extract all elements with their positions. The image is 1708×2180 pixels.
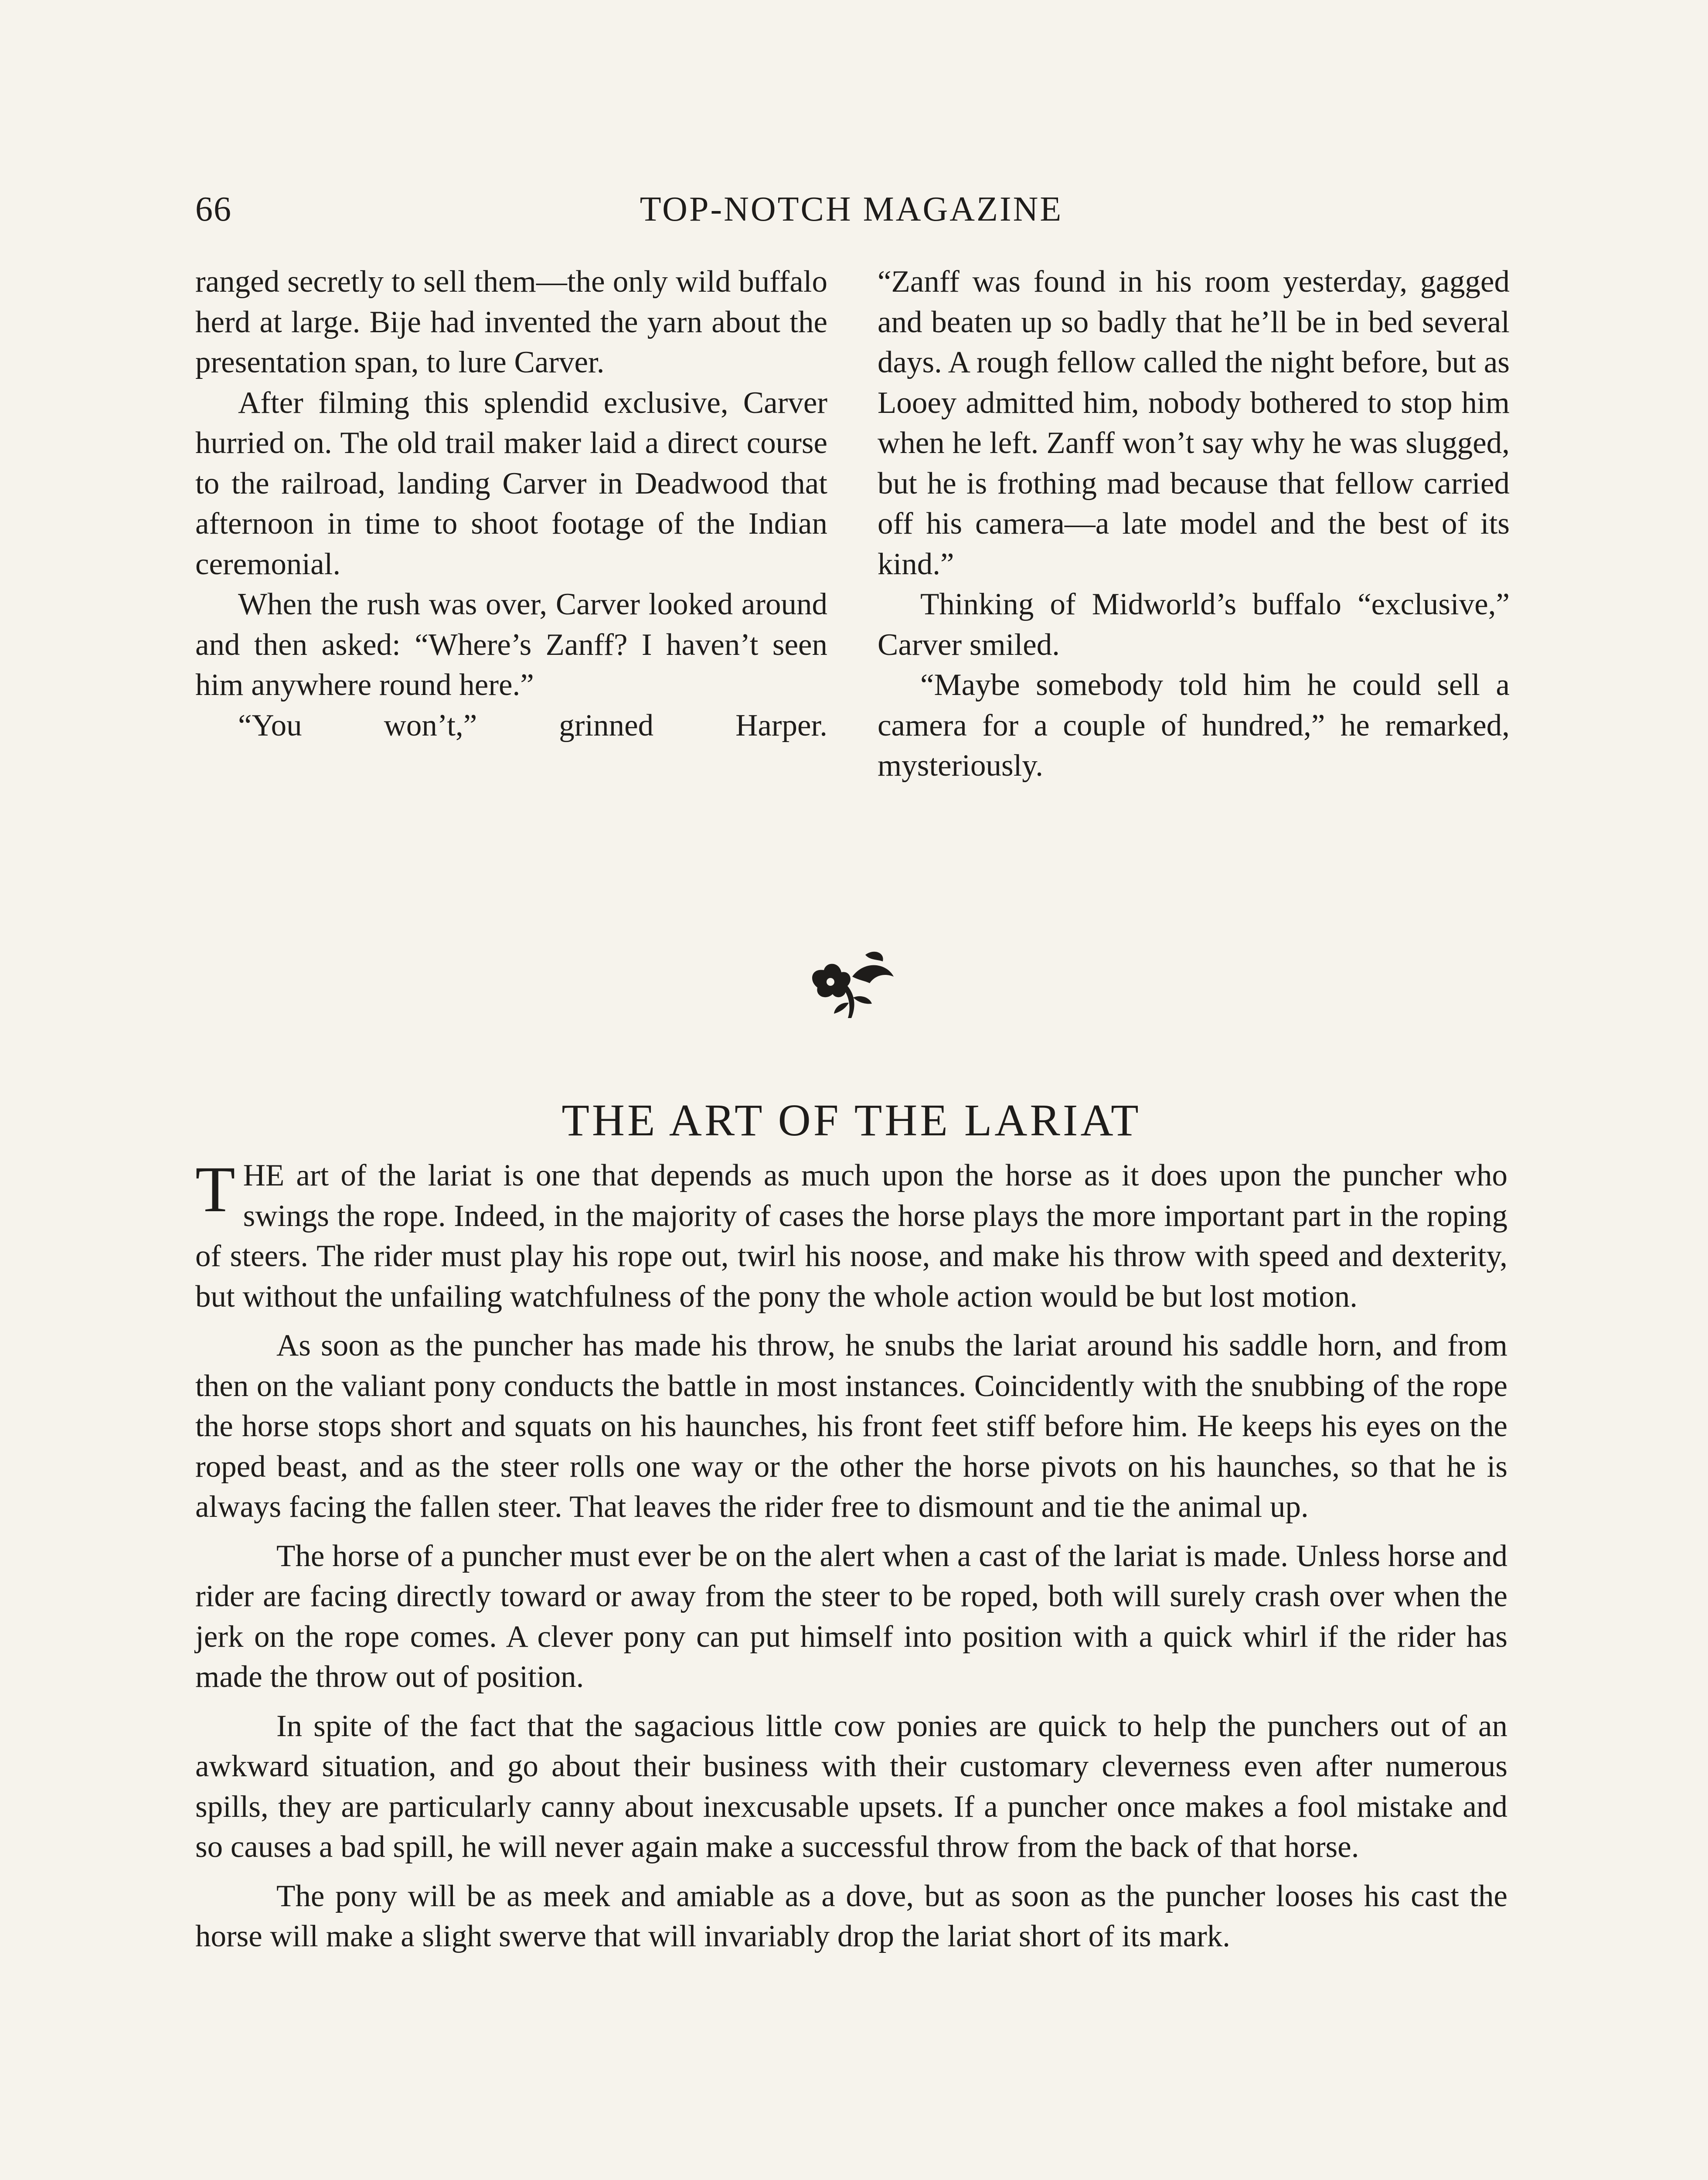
page-number: 66 bbox=[195, 190, 232, 228]
page-header bbox=[195, 187, 1507, 231]
paragraph: “You won’t,” grinned Harper. bbox=[238, 708, 827, 743]
left-column bbox=[195, 262, 827, 746]
article-body bbox=[195, 1155, 1507, 1965]
paragraph: “Maybe somebody told him he could sell a camera for a couple of hundred,” he remarked, mysteriously. bbox=[878, 668, 1510, 783]
paragraph bbox=[195, 1155, 1507, 1317]
paragraph: The horse of a puncher must ever be on the alert when a cast of the lariat is made. Unless horse and rider are facing directly toward or away from the steer to be roped, both will surely crash over when the jerk on the rope comes. A clever pony can put himself into position with a quick whirl if the rider has made the throw out of position. bbox=[195, 1539, 1507, 1694]
paragraph: The pony will be as meek and amiable as a dove, but as soon as the puncher looses his cast the horse will make a slight swerve that will invariably drop the lariat short of its mark. bbox=[195, 1879, 1507, 1953]
paragraph: Thinking of Midworld’s buffalo “exclusive,” Carver smiled. bbox=[878, 587, 1510, 662]
paragraph: ranged secretly to sell them—the only wild buffalo herd at large. Bije had invented the yarn about the presentation span, to lure Carver. bbox=[195, 265, 827, 379]
flower-ornament-icon bbox=[800, 946, 900, 1020]
paragraph: “Zanff was found in his room yesterday, gagged and beaten up so badly that he’ll be in bed several days. A rough fellow called the night before, but as Looey admitted him, nobody bothered to stop him when he left. Zanff won’t say why he was slugged, but he is frothing mad because that fellow carried off his camera—a late model and the best of its kind.” bbox=[878, 265, 1510, 581]
article-title: THE ART OF THE LARIAT bbox=[561, 1095, 1141, 1145]
paragraph-text: HE art of the lariat is one that depends as much upon the horse as it does upon the puncher who swings the rope. Indeed, in the majority of cases the horse plays the more important part in the roping of steers. The rider must play his rope out, twirl his noose, and make his throw with speed and dexterity, but without the unfailing watchfulness of the pony the whole action would be but lost motion. bbox=[195, 1158, 1507, 1314]
paragraph: When the rush was over, Carver looked around and then asked: “Where’s Zanff? I haven’t seen him anywhere round here.” bbox=[195, 587, 827, 702]
paragraph: As soon as the puncher has made his throw, he snubs the lariat around his saddle horn, and from then on the valiant pony conducts the battle in most instances. Coincidently with the snubbing of the rope the horse stops short and squats on his haunches, his front feet stiff before him. He keeps his eyes on the roped beast, and as the steer rolls one way or the other the horse pivots on his haunches, so that he is always facing the fallen steer. That leaves the rider free to dismount and tie the animal up. bbox=[195, 1328, 1507, 1524]
running-head: TOP-NOTCH MAGAZINE bbox=[640, 190, 1063, 228]
paragraph: After filming this splendid exclusive, Carver hurried on. The old trail maker laid a direct course to the railroad, landing Carver in Deadwood that afternoon in time to shoot footage of the Indian ceremonial. bbox=[195, 385, 827, 581]
right-column bbox=[878, 262, 1510, 786]
story-conclusion bbox=[195, 262, 1510, 872]
drop-cap: T bbox=[195, 1153, 235, 1226]
paragraph: In spite of the fact that the sagacious little cow ponies are quick to help the punchers out of an awkward situation, and go about their business with their customary cleverness even after numerous spills, they are particularly canny about inexcusable upsets. If a puncher once makes a fool mistake and so causes a bad spill, he will never again make a successful throw from the back of that horse. bbox=[195, 1709, 1507, 1864]
